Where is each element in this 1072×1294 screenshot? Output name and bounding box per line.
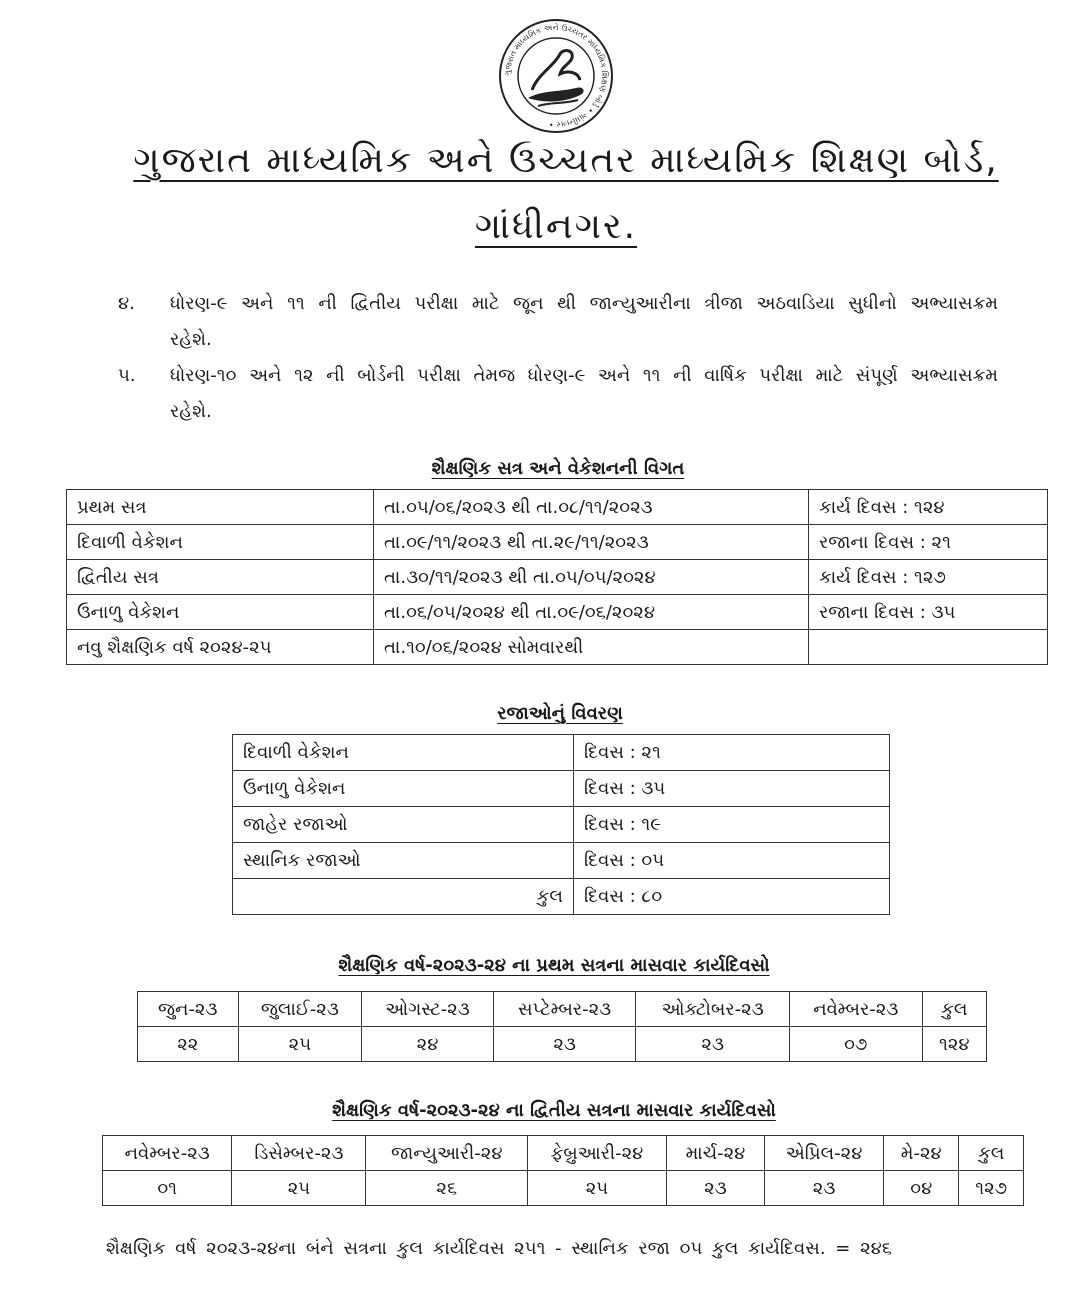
- logo-ring-text: ગુજરાત માધ્યમિક અને ઉચ્ચતર માધ્યમિક શિક્ષણ બોર્ડ • ગાંધીનગર •: [502, 22, 610, 130]
- session-name: દ્વિતીય સત્ર: [67, 560, 374, 595]
- holiday-name: દિવાળી વેકેશન: [233, 735, 574, 771]
- point-text: ધોરણ-૯ અને ૧૧ ની દ્વિતીય પરીક્ષા માટે જૂન થી જાન્યુઆરીના ત્રીજા અઠવાડિયા સુધીનો અભ્યાસક્રમ રહેશે.: [170, 293, 998, 350]
- first-term-table: [137, 991, 987, 1062]
- total-header: કુલ: [959, 1136, 1024, 1171]
- first-term-heading: શૈક્ષણિક વર્ષ-૨૦૨૩-૨૪ ના પ્રથમ સત્રના માસવાર કાર્યદિવસો: [338, 955, 770, 976]
- point-4: [118, 286, 998, 358]
- month-header: જુલાઈ-૨૩: [238, 992, 362, 1027]
- holiday-name: જાહેર રજાઓ: [233, 807, 574, 843]
- month-days: ૨૩: [636, 1027, 790, 1062]
- table-row: [67, 595, 1048, 630]
- month-days: ૨૫: [232, 1171, 366, 1206]
- month-header: ફેબ્રુઆરી-૨૪: [528, 1136, 667, 1171]
- session-dates: તા.૦૯/૧૧/૨૦૨૩ થી તા.૨૯/૧૧/૨૦૨૩: [374, 525, 809, 560]
- table-row: [233, 843, 890, 879]
- total-header: કુલ: [922, 992, 986, 1027]
- session-name: નવુ શૈક્ષણિક વર્ષ ૨૦૨૪-૨૫: [67, 630, 374, 665]
- session-name: ઉનાળુ વેકેશન: [67, 595, 374, 630]
- table-row: [67, 630, 1048, 665]
- session-table: [66, 489, 1048, 665]
- holiday-days: દિવસ : ૩૫: [574, 771, 890, 807]
- month-days: ૨૩: [493, 1027, 636, 1062]
- month-days: ૦૭: [789, 1027, 922, 1062]
- month-days: ૨૩: [765, 1171, 884, 1206]
- session-name: દિવાળી વેકેશન: [67, 525, 374, 560]
- month-header: મે-૨૪: [884, 1136, 959, 1171]
- month-header: જાન્યુઆરી-૨૪: [366, 1136, 528, 1171]
- board-logo: [498, 18, 614, 134]
- point-number: ૫.: [118, 365, 136, 386]
- month-days: ૨૨: [138, 1027, 239, 1062]
- holiday-table: [232, 734, 890, 915]
- table-row: [67, 525, 1048, 560]
- month-days: ૨૫: [238, 1027, 362, 1062]
- second-term-heading: શૈક્ષણિક વર્ષ-૨૦૨૩-૨૪ ના દ્વિતીય સત્રના માસવાર કાર્યદિવસો: [332, 1100, 776, 1121]
- holiday-name: સ્થાનિક રજાઓ: [233, 843, 574, 879]
- second-term-table: [102, 1135, 1024, 1206]
- table-row: [233, 771, 890, 807]
- month-days: ૦૧: [103, 1171, 232, 1206]
- month-header: ઓક્ટોબર-૨૩: [636, 992, 790, 1027]
- holiday-name: ઉનાળુ વેકેશન: [233, 771, 574, 807]
- session-days: કાર્ય દિવસ : ૧૨૭: [809, 560, 1048, 595]
- table-row: [67, 490, 1048, 525]
- board-title: ગુજરાત માધ્યમિક અને ઉચ્ચતર માધ્યમિક શિક્ષણ બોર્ડ,: [133, 140, 999, 181]
- month-header: એપ્રિલ-૨૪: [765, 1136, 884, 1171]
- table-row: [67, 560, 1048, 595]
- table-row: [138, 1027, 987, 1062]
- session-table-heading: શૈક્ષણિક સત્ર અને વેકેશનની વિગત: [431, 458, 685, 479]
- month-days: ૨૫: [528, 1171, 667, 1206]
- month-header: જુન-૨૩: [138, 992, 239, 1027]
- month-days: ૦૪: [884, 1171, 959, 1206]
- holiday-days: દિવસ : ૧૯: [574, 807, 890, 843]
- month-header: ડિસેમ્બર-૨૩: [232, 1136, 366, 1171]
- month-header: સપ્ટેમ્બર-૨૩: [493, 992, 636, 1027]
- session-name: પ્રથમ સત્ર: [67, 490, 374, 525]
- point-number: ૪.: [118, 293, 135, 314]
- holiday-days: દિવસ : ૦૫: [574, 843, 890, 879]
- table-header-row: [138, 992, 987, 1027]
- point-5: [118, 358, 998, 430]
- month-header: માર્ચ-૨૪: [666, 1136, 764, 1171]
- holiday-total-days: દિવસ : ૮૦: [574, 879, 890, 915]
- month-days: ૨૬: [366, 1171, 528, 1206]
- table-row: [233, 807, 890, 843]
- month-header: ઓગસ્ટ-૨૩: [362, 992, 494, 1027]
- point-text: ધોરણ-૧૦ અને ૧૨ ની બોર્ડની પરીક્ષા તેમજ ધોરણ-૯ અને ૧૧ ની વાર્ષિક પરીક્ષા માટે સંપૂર્ણ અભ્યાસક્રમ રહેશે.: [170, 365, 998, 422]
- month-days: ૨૩: [666, 1171, 764, 1206]
- session-days: [809, 630, 1048, 665]
- total-days: ૧૨૭: [959, 1171, 1024, 1206]
- board-city: ગાંધીનગર.: [474, 206, 638, 247]
- month-header: નવેમ્બર-૨૩: [789, 992, 922, 1027]
- table-row: [103, 1171, 1024, 1206]
- session-dates: તા.૩૦/૧૧/૨૦૨૩ થી તા.૦૫/૦૫/૨૦૨૪: [374, 560, 809, 595]
- table-row: [233, 735, 890, 771]
- total-days: ૧૨૪: [922, 1027, 986, 1062]
- month-days: ૨૪: [362, 1027, 494, 1062]
- table-row: [233, 879, 890, 915]
- table-header-row: [103, 1136, 1024, 1171]
- session-days: કાર્ય દિવસ : ૧૨૪: [809, 490, 1048, 525]
- session-dates: તા.૦૬/૦૫/૨૦૨૪ થી તા.૦૯/૦૬/૨૦૨૪: [374, 595, 809, 630]
- session-days: રજાના દિવસ : ૩૫: [809, 595, 1048, 630]
- session-dates: તા.૧૦/૦૬/૨૦૨૪ સોમવારથી: [374, 630, 809, 665]
- session-days: રજાના દિવસ : ૨૧: [809, 525, 1048, 560]
- total-working-days-note: શૈક્ષણિક વર્ષ ૨૦૨૩-૨૪ના બંને સત્રના કુલ કાર્યદિવસ ૨૫૧ - સ્થાનિક રજા ૦૫ કુલ કાર્યદિવસ. = ૨૪૬: [106, 1238, 892, 1259]
- session-dates: તા.૦૫/૦૬/૨૦૨૩ થી તા.૦૮/૧૧/૨૦૨૩: [374, 490, 809, 525]
- holiday-days: દિવસ : ૨૧: [574, 735, 890, 771]
- month-header: નવેમ્બર-૨૩: [103, 1136, 232, 1171]
- holiday-table-heading: રજાઓનું વિવરણ: [497, 703, 623, 724]
- holiday-total-label: કુલ: [233, 879, 574, 915]
